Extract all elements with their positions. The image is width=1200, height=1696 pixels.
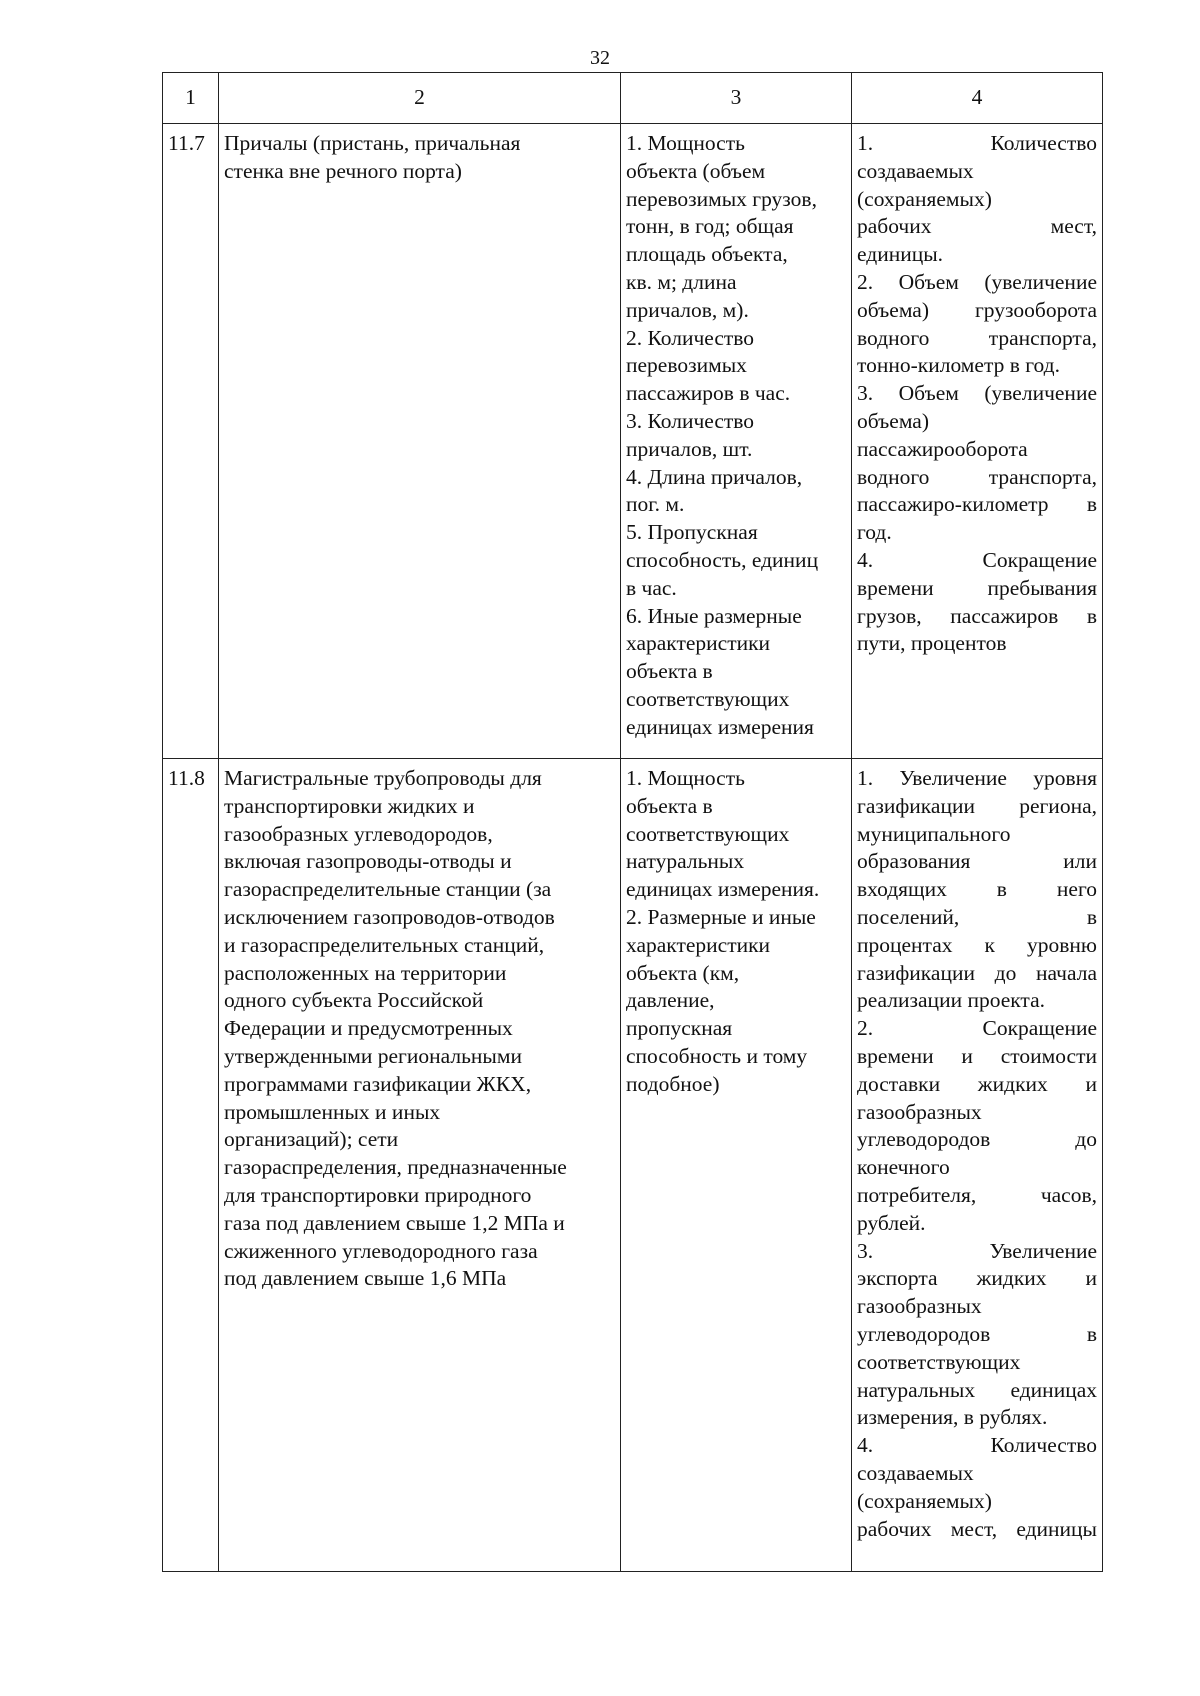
cell-line: стенка вне речного порта) [224, 158, 462, 183]
effect-indicators-cell [852, 759, 1103, 1572]
cell-line: 3. Объем (увеличение [857, 381, 1097, 406]
cell-line: и газораспределительных станций, [224, 932, 545, 957]
column-header: 3 [621, 73, 852, 124]
cell-line: пути, процентов [857, 631, 1007, 656]
capacity-cell [621, 759, 852, 1572]
cell-line: пог. м. [626, 492, 685, 517]
cell-line: перевозимых грузов, [626, 186, 817, 211]
cell-line: газообразных [857, 1294, 982, 1319]
cell-line: промышленных и иных [224, 1099, 441, 1124]
cell-line: доставки жидких и [857, 1071, 1097, 1096]
cell-line: входящих в него [857, 877, 1097, 902]
cell-line: 4. Длина причалов, [626, 464, 803, 489]
cell-line: причалов, шт. [626, 436, 753, 461]
cell-line: объекта (км, [626, 960, 740, 985]
table-row [163, 124, 1103, 759]
cell-line: для транспортировки природного [224, 1182, 532, 1207]
cell-line: натуральных единицах [857, 1377, 1097, 1402]
column-header: 4 [852, 73, 1103, 124]
cell-line: рабочих мест, единицы [857, 1516, 1097, 1541]
cell-line: 1. Мощность [626, 131, 745, 155]
column-header: 1 [163, 73, 219, 124]
cell-line: перевозимых [626, 353, 747, 378]
cell-line: газификации до начала [857, 960, 1097, 985]
cell-line: газификации региона, [857, 793, 1097, 818]
cell-line: объекта в [626, 659, 713, 684]
cell-line: программами газификации ЖКХ, [224, 1071, 532, 1096]
cell-line: давление, [626, 988, 715, 1013]
cell-line: единицах измерения [626, 714, 814, 739]
cell-line: времени и стоимости [857, 1043, 1097, 1068]
object-type-cell [219, 124, 621, 759]
cell-line: экспорта жидких и [857, 1266, 1097, 1291]
page-number: 32 [590, 47, 610, 69]
cell-line: 4. Сокращение [857, 547, 1097, 572]
cell-line: водного транспорта, [857, 325, 1097, 350]
cell-line: в час. [626, 575, 677, 600]
cell-line: единицах измерения. [626, 877, 820, 902]
cell-line: (сохраняемых) [857, 1488, 992, 1513]
cell-line: создаваемых [857, 158, 974, 183]
cell-line: процентах к уровню [857, 932, 1097, 957]
row-number: 11.8 [163, 759, 219, 1572]
cell-line: муниципального [857, 821, 1011, 846]
cell-line: транспортировки жидких и [224, 793, 475, 818]
cell-line: площадь объекта, [626, 242, 788, 267]
cell-line: способность и тому [626, 1043, 808, 1068]
cell-line: пассажиров в час. [626, 381, 791, 406]
cell-line: соответствующих [626, 821, 790, 846]
cell-line: рабочих мест, [857, 214, 1097, 239]
cell-line: газораспределительные станции (за [224, 877, 552, 902]
row-number: 11.7 [163, 124, 219, 759]
cell-line: создаваемых [857, 1460, 974, 1485]
cell-line: 1. Количество [857, 131, 1097, 155]
cell-line: Магистральные трубопроводы для [224, 766, 542, 790]
cell-line: объема) грузооборота [857, 297, 1097, 322]
cell-line: 2. Количество [626, 325, 755, 350]
cell-line: потребителя, часов, [857, 1182, 1097, 1207]
cell-line: расположенных на территории [224, 960, 507, 985]
cell-line: газораспределения, предназначенные [224, 1155, 567, 1180]
cell-line: 3. Увеличение [857, 1238, 1097, 1263]
cell-line: соответствующих [626, 686, 790, 711]
cell-line: водного транспорта, [857, 464, 1097, 489]
effect-indicators-cell [852, 124, 1103, 759]
column-header: 2 [219, 73, 621, 124]
cell-line: углеводородов до [857, 1127, 1097, 1152]
cell-line: одного субъекта Российской [224, 988, 484, 1013]
cell-line: газообразных [857, 1099, 982, 1124]
cell-line: газа под давлением свыше 1,2 МПа и [224, 1210, 565, 1235]
cell-line: включая газопроводы-отводы и [224, 849, 512, 874]
cell-line: грузов, пассажиров в [857, 603, 1097, 628]
object-type-cell [219, 759, 621, 1572]
cell-line: 1. Увеличение уровня [857, 766, 1097, 790]
cell-line: исключением газопроводов-отводов [224, 904, 555, 929]
cell-line: образования или [857, 849, 1097, 874]
cell-line: под давлением свыше 1,6 МПа [224, 1266, 507, 1291]
cell-line: 3. Количество [626, 408, 755, 433]
cell-line: характеристики [626, 631, 771, 656]
cell-line: причалов, м). [626, 297, 749, 322]
cell-line: подобное) [626, 1071, 720, 1096]
cell-line: объекта в [626, 793, 713, 818]
cell-line: углеводородов в [857, 1321, 1097, 1346]
cell-line: соответствующих [857, 1349, 1021, 1374]
cell-line: кв. м; длина [626, 269, 737, 294]
cell-line: год. [857, 520, 892, 545]
cell-line: измерения, в рублях. [857, 1405, 1048, 1430]
cell-line: способность, единиц [626, 547, 819, 572]
cell-line: 4. Количество [857, 1433, 1097, 1458]
cell-line: Федерации и предусмотренных [224, 1016, 513, 1041]
cell-line: 5. Пропускная [626, 520, 758, 545]
cell-line: утвержденными региональными [224, 1043, 522, 1068]
cell-line: тонн, в год; общая [626, 214, 794, 239]
cell-line: 2. Объем (увеличение [857, 269, 1097, 294]
cell-line: организаций); сети [224, 1127, 399, 1152]
cell-line: пропускная [626, 1016, 733, 1041]
table-header-row [163, 73, 1103, 124]
cell-line: пассажирооборота [857, 436, 1028, 461]
cell-line: 2. Размерные и иные [626, 904, 816, 929]
cell-line: поселений, в [857, 904, 1097, 929]
cell-line: сжиженного углеводородного газа [224, 1238, 538, 1263]
cell-line: единицы. [857, 242, 944, 267]
cell-line: тонно-километр в год. [857, 353, 1060, 378]
cell-line: (сохраняемых) [857, 186, 992, 211]
cell-line: рублей. [857, 1210, 926, 1235]
cell-line: объекта (объем [626, 158, 766, 183]
cell-line: времени пребывания [857, 575, 1097, 600]
cell-line: конечного [857, 1155, 950, 1180]
cell-line: Причалы (пристань, причальная [224, 131, 521, 155]
cell-line: газообразных углеводородов, [224, 821, 493, 846]
cell-line: 2. Сокращение [857, 1016, 1097, 1041]
cell-line: 1. Мощность [626, 766, 745, 790]
cell-line: натуральных [626, 849, 745, 874]
cell-line: реализации проекта. [857, 988, 1045, 1013]
cell-line: объема) [857, 408, 929, 433]
cell-line: пассажиро-километр в [857, 492, 1097, 517]
table-row [163, 759, 1103, 1572]
cell-line: 6. Иные размерные [626, 603, 802, 628]
capacity-cell [621, 124, 852, 759]
indicators-table [162, 72, 1103, 1572]
cell-line: характеристики [626, 932, 771, 957]
